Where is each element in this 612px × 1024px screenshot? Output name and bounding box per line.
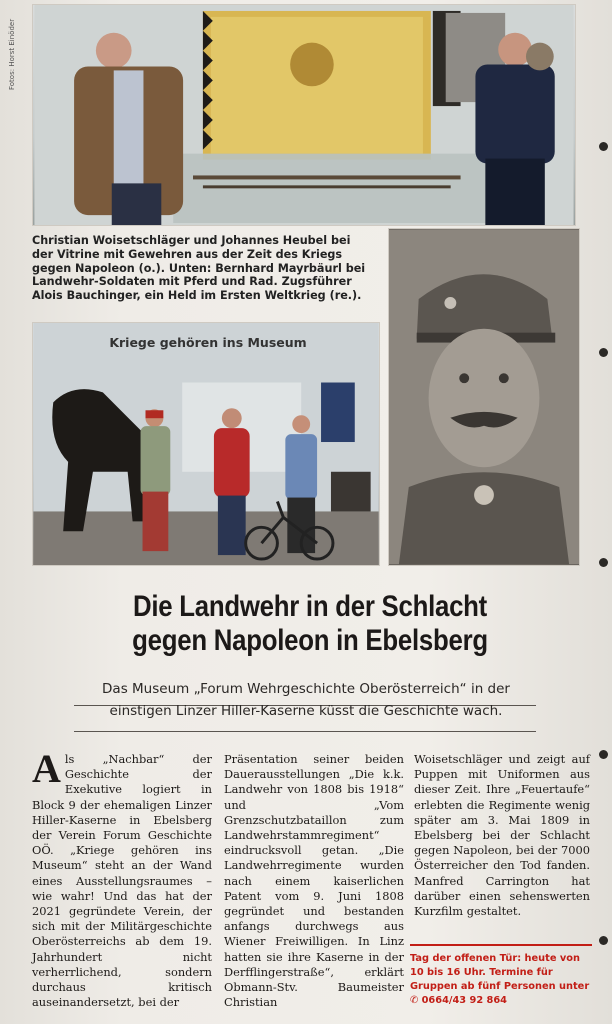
binder-hole (599, 348, 608, 357)
body-text-1: ls „Nachbar“ der Geschichte der Exekutive logiert in Block 9 der ehemaligen Linzer Hiller-Kaserne in Ebelsberg der Verein Forum Geschichte OÖ. „Kriege gehören ins Museum“ steht an der Wand eines Ausstellungsraumes – wie wahr! Und das hat der 2021 gegründete Verein, der sich mit der Militärgeschichte Oberösterreichs ab dem 19. Jahrhundert nicht verherrlichend, sondern durchaus kritisch auseinandersetzt, bei der (32, 752, 212, 1010)
deck-line-2: einstigen Linzer Hiller-Kaserne küsst die Geschichte wach. (109, 703, 503, 719)
photo-caption: Christian Woisetschläger und Johannes Heubel bei der Vitrine mit Gewehren aus der Zeit des Kriegs gegen Napoleon (o.). Unten: Bernhard Mayrbäurl bei Landwehr-Soldaten mit Pferd und Rad. Zugsführer Alois Bauchinger, ein Held im Ersten Weltkrieg (re.). (32, 234, 366, 303)
deck-divider-bottom (74, 731, 536, 732)
deck-line-1: Das Museum „Forum Wehrgeschichte Oberösterreich“ in der (102, 681, 510, 697)
binder-hole (599, 750, 608, 759)
showcase-illustration (33, 5, 575, 225)
face (429, 329, 540, 468)
body-column-1 (32, 746, 212, 1010)
body-text-3: Woisetschläger und zeigt auf Puppen mit Uniformen aus dieser Zeit. Ihre „Feuertaufe“ erlebten die Regimente wenig später am 3. Mai 1809 in Ebelsberg bei der Schlacht gegen Napoleon, bei der 7000 Österreicher den Tod fanden. Manfred Carrington hat darüber einen sehenswerten Kurzfilm gestaltet. (414, 752, 590, 919)
photo-credit: Fotos: Horst Einöder (8, 18, 16, 90)
headline-line-2: gegen Napoleon in Ebelsberg (132, 624, 488, 657)
article-headline (78, 590, 542, 658)
portrait-illustration (389, 229, 579, 565)
photo-exhibition-room (32, 322, 380, 566)
open-day-infobox: Tag der offenen Tür: heute von 10 bis 16 Uhr. Termine für Gruppen ab fünf Personen unter ✆ 0664/43 92 864 (410, 944, 592, 1008)
body-column-2 (224, 752, 404, 1010)
man-red-sweater (214, 428, 250, 497)
drop-cap: A (32, 746, 61, 791)
body-text-2: Präsentation seiner beiden Dauerausstellungen „Die k.k. Landwehr von 1808 bis 1918“ und „Vom Grenzschutzbataillon zum Landwehrstammregiment“ eindrucksvoll getan. „Die Landwehrregimente wurden nach einem kaiserlichen Patent vom 9. Juni 1808 gegründet und bestanden anfangs durchwegs aus Wiener Freiwilligen. In Linz hatten sie ihre Kaserne in der Derfflingerstraße“, erklärt Obmann-Stv. Baumeister Christian (224, 752, 404, 1010)
binder-hole (599, 936, 608, 945)
headline-line-1: Die Landwehr in der Schlacht (132, 590, 488, 623)
body-column-3 (414, 752, 590, 919)
photo-showcase (32, 4, 576, 226)
exhibition-illustration (33, 323, 379, 565)
binder-hole (599, 142, 608, 151)
man-right-shirt (475, 64, 554, 163)
photo-portrait-soldier (388, 228, 580, 566)
museum-wall-sign: Kriege gehören ins Museum (109, 335, 307, 350)
binder-hole (599, 558, 608, 567)
article-deck (56, 678, 556, 722)
